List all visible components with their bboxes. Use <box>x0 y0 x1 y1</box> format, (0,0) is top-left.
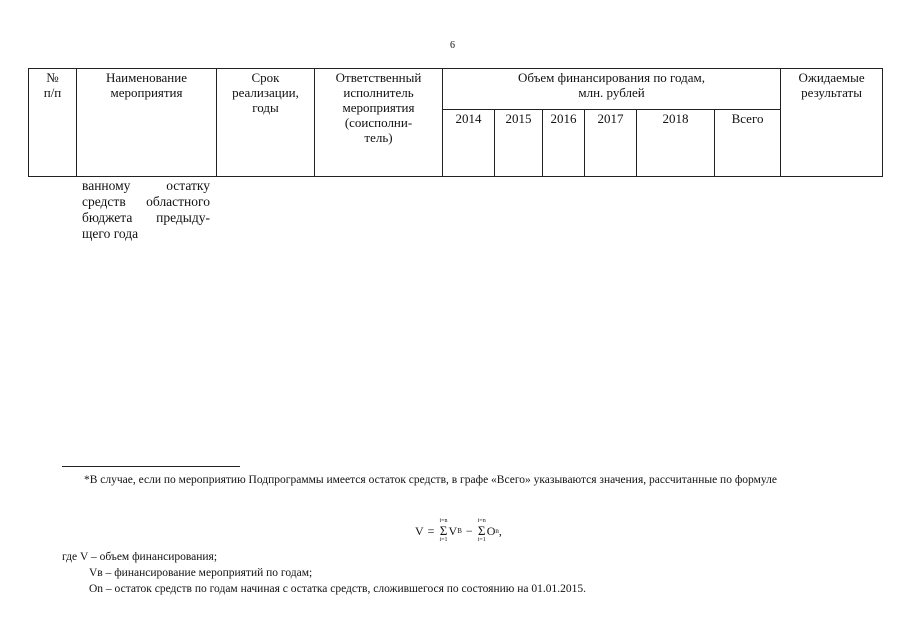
footnote-divider <box>62 466 240 467</box>
header-financing-line: Объем финансирования по годам, <box>518 70 706 85</box>
legend-line-on: Оn – остаток средств по годам начиная с остатка средств, сложившегося по состоянию на 01.01.2015. <box>89 583 587 595</box>
header-term-line: реализации, <box>232 85 299 100</box>
continued-line: бюджета предыду- <box>82 210 210 225</box>
header-executor-line: исполнитель <box>343 85 414 100</box>
legend-line-vb: Vв – финансирование мероприятий по годам; <box>89 567 313 579</box>
header-financing <box>443 69 781 110</box>
header-num-line: п/п <box>43 85 62 100</box>
header-results-line: Ожидаемые <box>798 70 865 85</box>
continued-line: щего года <box>82 226 139 241</box>
sum-lower-limit: i=1 <box>439 537 448 543</box>
header-term <box>217 69 315 177</box>
header-name-line: мероприятия <box>110 85 183 100</box>
page-number: 6 <box>450 40 455 51</box>
program-table-grid <box>28 68 883 177</box>
sigma-symbol: Σ <box>439 523 448 538</box>
sum-symbol <box>478 518 486 544</box>
header-executor <box>315 69 443 177</box>
continued-line: ванному остатку <box>82 178 210 193</box>
year-2018: 2018 <box>637 110 715 177</box>
footnote-text: *В случае, если по мероприятию Подпрограммы имеется остаток средств, в графе «Всего» указываются значения, рассчитанные по формуле <box>84 474 777 486</box>
header-name-line: Наименование <box>106 70 187 85</box>
formula-minus: − <box>465 523 473 538</box>
header-num-line: № <box>46 70 59 85</box>
header-term-line: Срок <box>251 70 280 85</box>
year-2017: 2017 <box>585 110 637 177</box>
formula-term-o-sub: n <box>495 527 499 535</box>
year-2015: 2015 <box>495 110 543 177</box>
header-term-line: годы <box>252 100 279 115</box>
formula-trailing: , <box>498 523 502 538</box>
header-num <box>29 69 77 177</box>
year-2014: 2014 <box>443 110 495 177</box>
legend-line-v: где V – объем финансирования; <box>62 551 218 563</box>
formula-equals: = <box>427 523 435 538</box>
header-executor-line: тель) <box>364 130 393 145</box>
sum-symbol <box>439 518 447 544</box>
header-executor-line: Ответственный <box>335 70 422 85</box>
continued-cell-text <box>82 178 210 242</box>
formula <box>415 516 502 546</box>
continued-line: средств областного <box>82 194 210 209</box>
formula-term-v: V <box>448 523 458 538</box>
formula-term-v-sub: B <box>457 527 462 535</box>
header-financing-line: млн. рублей <box>578 85 645 100</box>
year-total: Всего <box>715 110 781 177</box>
sum-lower-limit: i=1 <box>477 537 486 543</box>
sum-upper-limit: i=n <box>477 518 486 524</box>
sum-upper-limit: i=n <box>439 518 448 524</box>
header-results-line: результаты <box>801 85 862 100</box>
header-results <box>781 69 883 177</box>
formula-lhs: V <box>415 523 424 538</box>
year-2016: 2016 <box>543 110 585 177</box>
program-table <box>28 68 882 177</box>
header-name <box>77 69 217 177</box>
sigma-symbol: Σ <box>477 523 486 538</box>
header-executor-line: мероприятия <box>342 100 415 115</box>
header-executor-line: (соисполни- <box>344 115 413 130</box>
formula-term-o: O <box>486 523 496 538</box>
